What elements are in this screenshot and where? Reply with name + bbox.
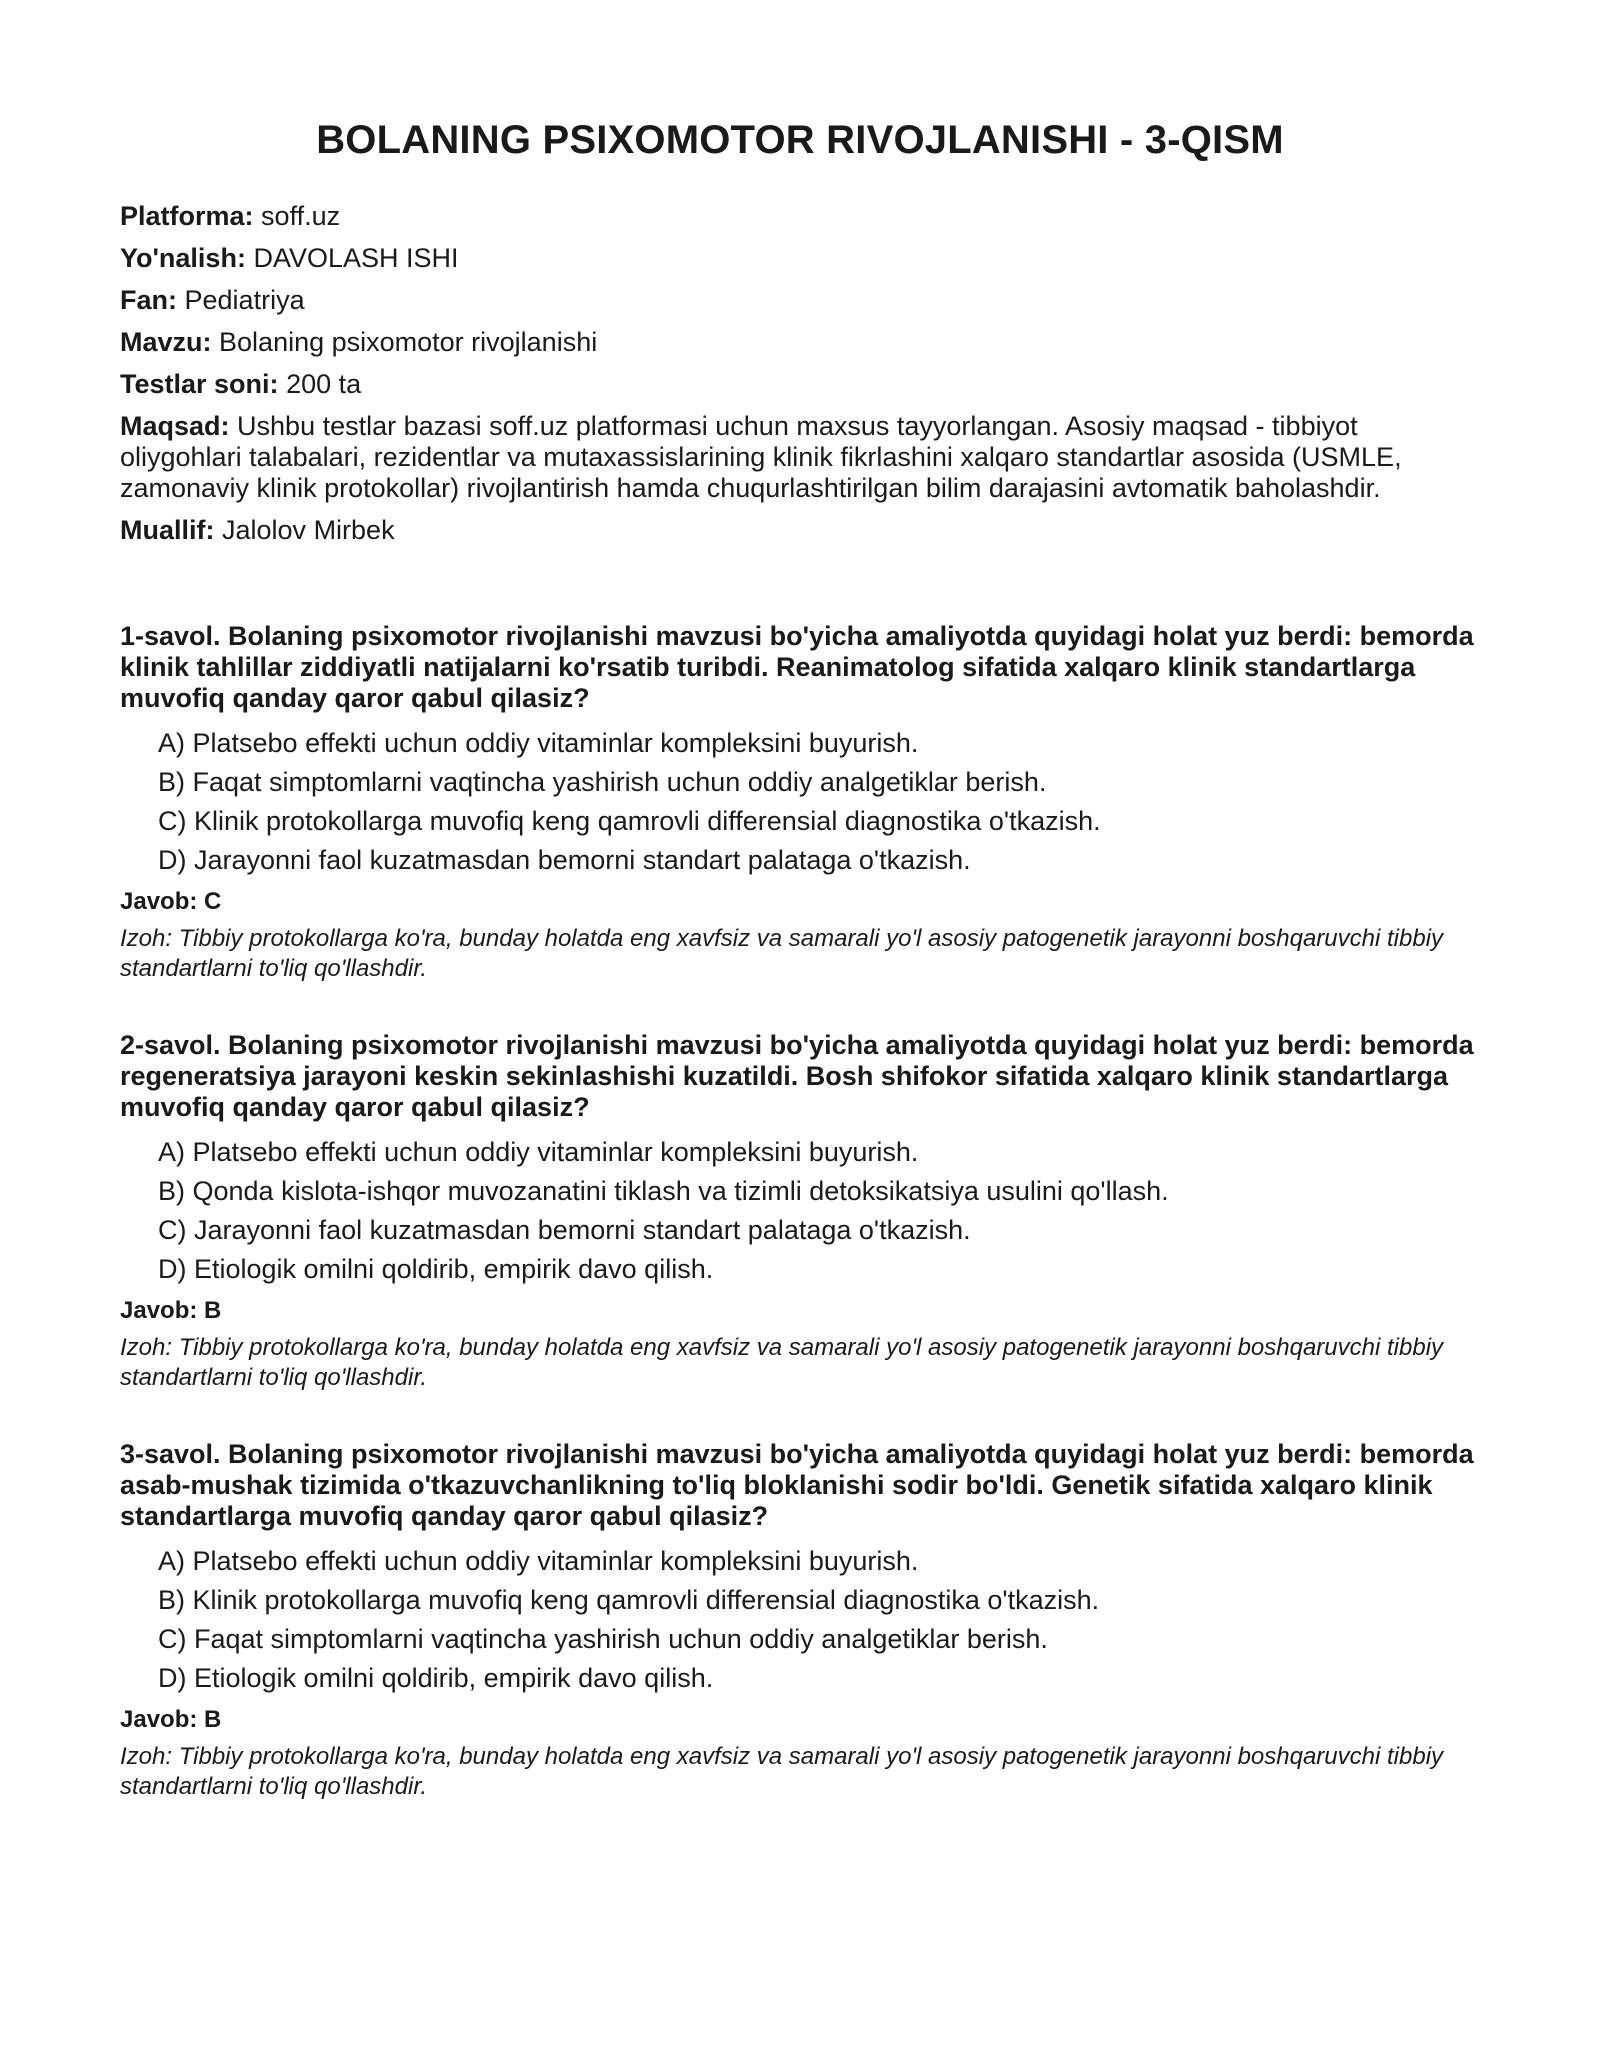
meta-mavzu [120, 327, 1480, 358]
option-b: B) Klinik protokollarga muvofiq keng qamrovli differensial diagnostika o'tkazish. [158, 1585, 1100, 1615]
option-d: D) Etiologik omilni qoldirib, empirik davo qilish. [158, 1663, 714, 1693]
meta-value: Pediatriya [184, 285, 305, 315]
document-title: BOLANING PSIXOMOTOR RIVOJLANISHI - 3-QISM [316, 118, 1284, 162]
metadata-section [120, 201, 1480, 546]
meta-value: DAVOLASH ISHI [253, 243, 459, 273]
meta-label: Fan: [120, 285, 177, 315]
option-b: B) Faqat simptomlarni vaqtincha yashirish uchun oddiy analgetiklar berish. [158, 767, 1047, 797]
answer-label: Javob: C [120, 888, 222, 915]
explanation-text: Izoh: Tibbiy protokollarga ko'ra, bunday holatda eng xavfsiz va samarali yo'l asosiy patogenetik jarayonni boshqaruvchi tibbiy standartlarni to'liq qo'llashdir. [120, 1743, 1444, 1800]
meta-label: Mavzu: [120, 327, 212, 357]
option-c: C) Faqat simptomlarni vaqtincha yashirish uchun oddiy analgetiklar berish. [158, 1624, 1048, 1654]
question-text: 2-savol. Bolaning psixomotor rivojlanishi mavzusi bo'yicha amaliyotda quyidagi holat yuz berdi: bemorda regeneratsiya jarayoni keskin sekinlashishi kuzatildi. Bosh shifokor sifatida xalqaro klinik standartlarga muvofiq qanday qaror qabul qilasiz? [120, 1030, 1474, 1122]
question-block [120, 621, 1480, 984]
option-c: C) Klinik protokollarga muvofiq keng qamrovli differensial diagnostika o'tkazish. [158, 806, 1101, 836]
meta-value: soff.uz [261, 201, 341, 231]
meta-label: Yo'nalish: [120, 243, 246, 273]
meta-value: Jalolov Mirbek [222, 515, 395, 545]
explanation-text: Izoh: Tibbiy protokollarga ko'ra, bunday holatda eng xavfsiz va samarali yo'l asosiy patogenetik jarayonni boshqaruvchi tibbiy standartlarni to'liq qo'llashdir. [120, 925, 1444, 982]
answer-label: Javob: B [120, 1297, 222, 1324]
option-a: A) Platsebo effekti uchun oddiy vitaminlar kompleksini buyurish. [158, 1546, 919, 1576]
options-list [120, 728, 1480, 876]
meta-yonalish [120, 243, 1480, 274]
meta-muallif [120, 515, 1480, 546]
meta-value: Ushbu testlar bazasi soff.uz platformasi uchun maxsus tayyorlangan. Asosiy maqsad - tibbiyot oliygohlari talabalari, rezidentlar va mutaxassislarining klinik fikrlashini xalqaro standartlar asosida (USMLE, zamonaviy klinik protokollar) rivojlantirish hamda chuqurlashtirilgan bilim darajasini avtomatik baholashdir. [120, 411, 1402, 503]
option-b: B) Qonda kislota-ishqor muvozanatini tiklash va tizimli detoksikatsiya usulini qo'llash. [158, 1176, 1169, 1206]
options-list [120, 1137, 1480, 1285]
meta-label: Muallif: [120, 515, 215, 545]
meta-label: Platforma: [120, 201, 254, 231]
question-block [120, 1439, 1480, 1802]
option-a: A) Platsebo effekti uchun oddiy vitaminlar kompleksini buyurish. [158, 1137, 919, 1167]
option-c: C) Jarayonni faol kuzatmasdan bemorni standart palataga o'tkazish. [158, 1215, 971, 1245]
meta-maqsad [120, 411, 1480, 504]
option-d: D) Etiologik omilni qoldirib, empirik davo qilish. [158, 1254, 714, 1284]
answer-label: Javob: B [120, 1706, 222, 1733]
option-a: A) Platsebo effekti uchun oddiy vitaminlar kompleksini buyurish. [158, 728, 919, 758]
meta-fan [120, 285, 1480, 316]
options-list [120, 1546, 1480, 1694]
question-text: 3-savol. Bolaning psixomotor rivojlanishi mavzusi bo'yicha amaliyotda quyidagi holat yuz berdi: bemorda asab-mushak tizimida o'tkazuvchanlikning to'liq bloklanishi sodir bo'ldi. Genetik sifatida xalqaro klinik standartlarga muvofiq qanday qaror qabul qilasiz? [120, 1439, 1474, 1531]
option-d: D) Jarayonni faol kuzatmasdan bemorni standart palataga o'tkazish. [158, 845, 971, 875]
meta-label: Testlar soni: [120, 369, 279, 399]
meta-testlar-soni [120, 369, 1480, 400]
explanation-text: Izoh: Tibbiy protokollarga ko'ra, bunday holatda eng xavfsiz va samarali yo'l asosiy patogenetik jarayonni boshqaruvchi tibbiy standartlarni to'liq qo'llashdir. [120, 1334, 1444, 1391]
meta-value: 200 ta [286, 369, 362, 399]
meta-label: Maqsad: [120, 411, 230, 441]
question-text: 1-savol. Bolaning psixomotor rivojlanishi mavzusi bo'yicha amaliyotda quyidagi holat yuz berdi: bemorda klinik tahlillar ziddiyatli natijalarni ko'rsatib turibdi. Reanimatolog sifatida xalqaro klinik standartlarga muvofiq qanday qaror qabul qilasiz? [120, 621, 1474, 713]
question-block [120, 1030, 1480, 1393]
meta-platforma [120, 201, 1480, 232]
meta-value: Bolaning psixomotor rivojlanishi [219, 327, 598, 357]
